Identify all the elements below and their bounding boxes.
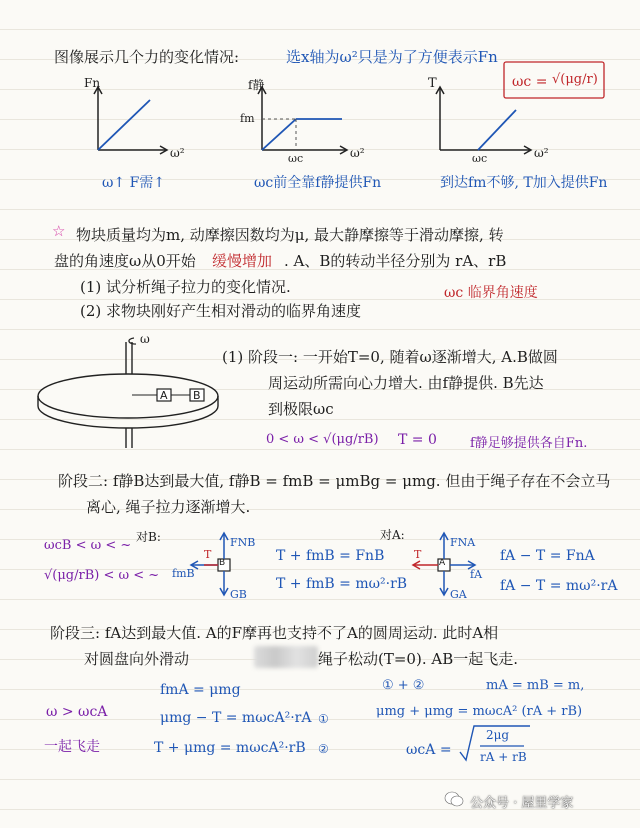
graph3-ylabel: T [428,76,437,91]
wc-critical-note: ωc 临界角速度 [444,285,538,301]
fbd-a-left: T [414,548,422,561]
stage3-eq3-num: ② [318,742,329,756]
graph3-xlabel: ω² [534,146,549,160]
stage3-wca-den: rA + rB [480,750,527,764]
stage3-wca-num: 2μg [486,728,510,742]
stage1-line1: (1) 阶段一: 一开始T=0, 随着ω逐渐增大, A.B做圆 [222,348,558,366]
fbd-b-left: fmB [172,567,195,580]
graph1-xlabel: ω² [170,146,185,160]
fbd-b-label: 对B: [136,530,161,544]
graph2-xmark: ωc [288,152,304,165]
fbd-b-right: T [204,548,212,561]
stage2-range1: ωcB < ω < ~ [44,538,132,553]
problem-line2c: . A、B的转动半径分别为 rA、rB [284,252,507,270]
stage1-note: f静足够提供各自Fn. [470,436,588,451]
disk-block-b: B [193,389,201,402]
stage3-wca-lhs: ωcA = [406,742,452,758]
eq-a2: fA − T = mω²·rA [500,578,618,594]
eq-a1: fA − T = FnA [500,548,595,564]
stage1-line2: 周运动所需向心力增大. 由f静提供. B先达 [268,374,544,392]
disk-omega-label: ω [140,332,150,346]
eq-b1: T + fmB = FnB [276,548,385,564]
stage3-sum-label: ① + ② [382,678,425,693]
stage3-eq2-num: ① [318,712,329,726]
star-icon: ☆ [52,222,66,240]
problem-q1: (1) 试分析绳子拉力的变化情况. [80,278,291,296]
fbd-a-right: fA [470,568,483,581]
problem-line1: 物块质量均为m, 动摩擦因数均为μ, 最大静摩擦等于滑动摩擦, 转 [76,226,504,244]
problem-q2: (2) 求物块刚好产生相对滑动的临界角速度 [80,302,362,320]
stage3-line2b: 绳子松动(T=0). AB一起飞走. [318,650,518,668]
stage2-range2: √(μg/rB) < ω < ~ [44,568,160,583]
stage3-line2a: 对圆盘向外滑动 [84,650,190,668]
stage1-range: 0 < ω < √(μg/rB) [266,432,379,447]
header-title: 图像展示几个力的变化情况: [54,48,240,66]
problem-line2b: 缓慢增加 [212,252,273,270]
fbd-a-label: 对A: [380,528,405,542]
stage3-line1: 阶段三: fA达到最大值. A的F摩再也支持不了A的圆周运动. 此时A相 [50,624,499,642]
fbd-a-block: A [439,558,446,568]
graph2-ymark: fm [240,112,255,125]
watermark [444,789,573,813]
graph1-caption: ω↑ F需↑ [102,175,166,191]
fbd-b-top: FNB [230,536,256,549]
graph2-caption: ωc前全靠f静提供Fn [254,175,382,191]
stage3-mass: mA = mB = m, [486,678,585,693]
wc-formula-lhs: ωc = [512,74,548,90]
wc-formula-rhs: √(μg/r) [552,72,598,87]
fbd-b-block: B [219,558,226,568]
stage3-eq2: μmg − T = mωcA²·rA [160,710,312,726]
fbd-b-bottom: GB [230,588,247,601]
stage1-line3: 到极限ωc [268,400,334,418]
stage1-tension: T = 0 [398,432,437,448]
graph3-xmark: ωc [472,152,488,165]
stage2-line2: 离心, 绳子拉力逐渐增大. [86,498,251,516]
stage3-eq3: T + μmg = mωcA²·rB [154,740,306,756]
graph2-xlabel: ω² [350,146,365,160]
stage3-eq1: fmA = μmg [160,682,241,698]
stage3-fly: 一起飞走 [44,739,100,755]
eq-b2: T + fmB = mω²·rB [276,576,408,592]
fbd-a-bottom: GA [450,588,467,601]
watermark-text: 公众号 · 屋里学家 [470,795,574,811]
graph2-ylabel: f静 [248,78,265,92]
wechat-icon [444,791,464,811]
disk-block-a: A [160,389,168,402]
graph3-caption: 到达fm不够, T加入提供Fn [440,175,608,191]
problem-line2a: 盘的角速度ω从0开始 [54,252,196,270]
stage3-eq4: μmg + μmg = mωcA² (rA + rB) [376,704,583,719]
stage3-cond: ω > ωcA [46,704,108,720]
header-note: 选x轴为ω²只是为了方便表示Fn [286,48,498,66]
stage2-line1: 阶段二: f静B达到最大值, f静B = fmB = μmBg = μmg. 但由于绳子存在不会立马 [58,472,611,490]
graph1-ylabel: Fn [84,76,101,90]
fbd-a-top: FNA [450,536,476,549]
